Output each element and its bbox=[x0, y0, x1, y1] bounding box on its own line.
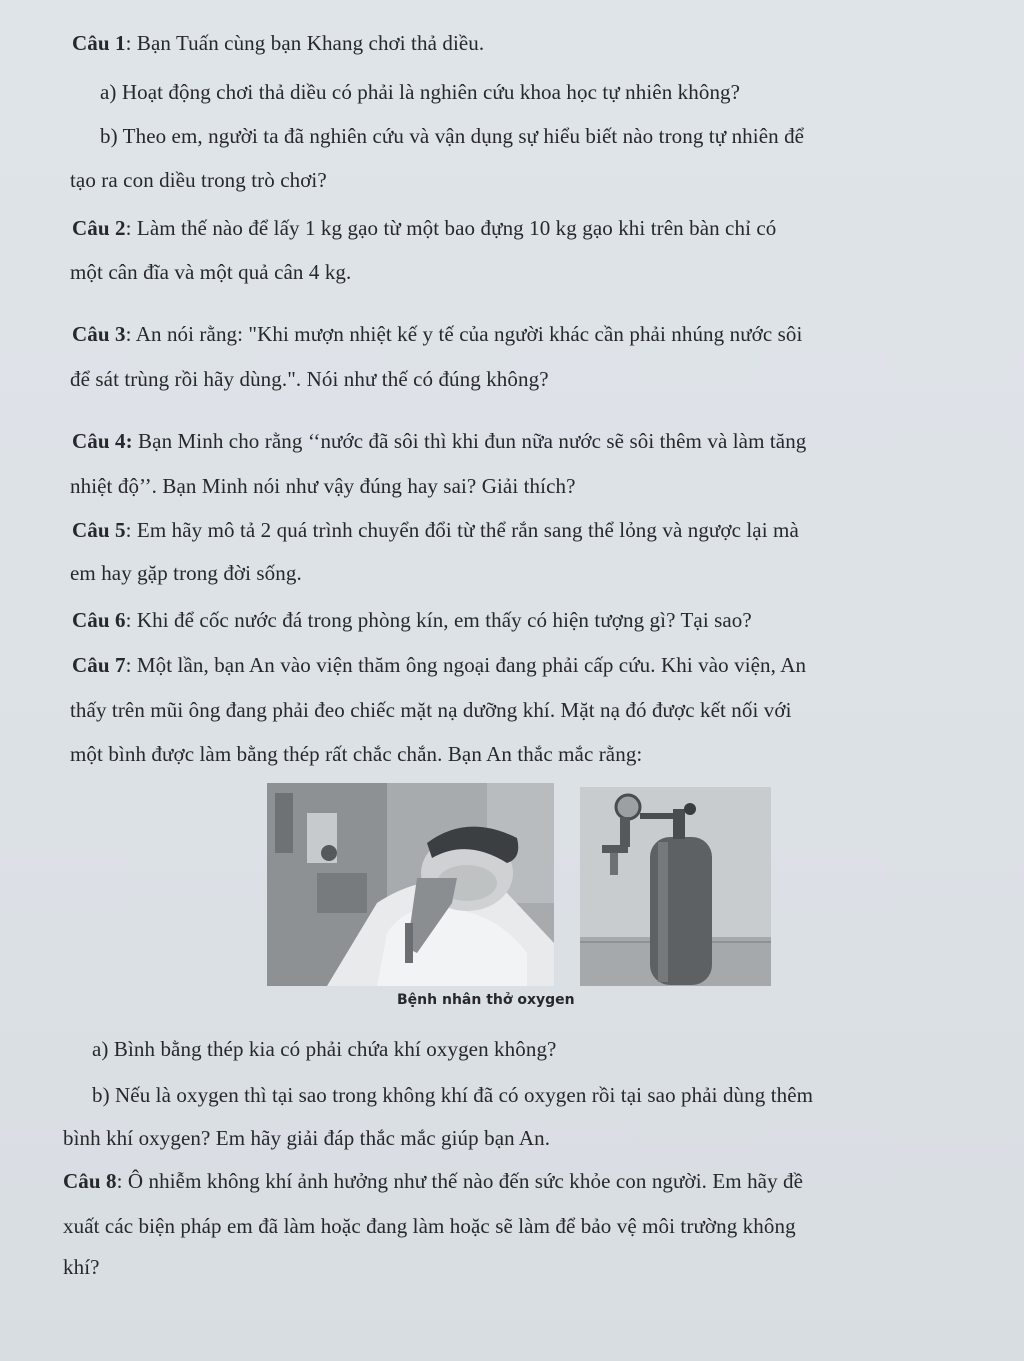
oxygen-patient-figure bbox=[267, 783, 771, 1015]
question-3 bbox=[72, 320, 802, 348]
question-5 bbox=[72, 516, 799, 544]
question-4 bbox=[72, 427, 806, 455]
question-text: : Bạn Tuấn cùng bạn Khang chơi thả diều. bbox=[125, 31, 485, 55]
question-label: Câu 7 bbox=[72, 653, 126, 677]
question-1 bbox=[72, 29, 484, 57]
question-2-cont: một cân đĩa và một quả cân 4 kg. bbox=[70, 260, 352, 284]
question-text: : Một lần, bạn An vào viện thăm ông ngoại đang phải cấp cứu. Khi vào viện, An bbox=[125, 653, 807, 677]
patient-illustration bbox=[267, 783, 554, 986]
question-text: : Khi để cốc nước đá trong phòng kín, em thấy có hiện tượng gì? Tại sao? bbox=[125, 608, 752, 632]
question-6 bbox=[72, 606, 752, 634]
question-text: : Em hãy mô tả 2 quá trình chuyển đổi từ thể rắn sang thể lỏng và ngược lại mà bbox=[125, 518, 799, 542]
question-label: Câu 6 bbox=[72, 608, 126, 632]
question-text: : Làm thế nào để lấy 1 kg gạo từ một bao đựng 10 kg gạo khi trên bàn chỉ có bbox=[125, 216, 777, 240]
question-7-part-b-cont: bình khí oxygen? Em hãy giải đáp thắc mắc giúp bạn An. bbox=[63, 1126, 551, 1150]
question-1-part-a: a) Hoạt động chơi thả diều có phải là nghiên cứu khoa học tự nhiên không? bbox=[100, 80, 741, 104]
question-2 bbox=[72, 214, 776, 242]
question-8-cont-1: xuất các biện pháp em đã làm hoặc đang làm hoặc sẽ làm để bảo vệ môi trường không bbox=[63, 1214, 796, 1238]
patient-photo bbox=[267, 783, 554, 986]
question-label: Câu 5 bbox=[72, 518, 126, 542]
question-label: Câu 1 bbox=[72, 31, 126, 55]
question-3-cont: để sát trùng rồi hãy dùng.". Nói như thế có đúng không? bbox=[70, 367, 549, 391]
question-5-cont: em hay gặp trong đời sống. bbox=[70, 561, 302, 585]
question-text: : Ô nhiễm không khí ảnh hưởng như thế nào đến sức khỏe con người. Em hãy đề bbox=[116, 1169, 804, 1193]
question-label: Câu 3 bbox=[72, 322, 126, 346]
question-7-part-b: b) Nếu là oxygen thì tại sao trong không khí đã có oxygen rồi tại sao phải dùng thêm bbox=[92, 1083, 814, 1107]
question-8 bbox=[63, 1167, 803, 1195]
question-7-part-a: a) Bình bằng thép kia có phải chứa khí oxygen không? bbox=[92, 1037, 557, 1061]
question-label: Câu 4: bbox=[72, 429, 133, 453]
question-4-cont: nhiệt độ’’. Bạn Minh nói như vậy đúng hay sai? Giải thích? bbox=[70, 474, 576, 498]
question-7-cont-1: thấy trên mũi ông đang phải đeo chiếc mặt nạ dưỡng khí. Mặt nạ đó được kết nối với bbox=[70, 698, 792, 722]
figure-caption: Bệnh nhân thở oxygen bbox=[397, 992, 575, 1008]
question-8-cont-2: khí? bbox=[63, 1255, 100, 1279]
question-1-part-b-cont: tạo ra con diều trong trò chơi? bbox=[70, 168, 327, 192]
oxygen-tank-illustration bbox=[580, 787, 771, 986]
question-text: Bạn Minh cho rằng ‘‘nước đã sôi thì khi đun nữa nước sẽ sôi thêm và làm tăng bbox=[132, 429, 807, 453]
question-label: Câu 8 bbox=[63, 1169, 117, 1193]
question-7-cont-2: một bình được làm bằng thép rất chắc chắn. Bạn An thắc mắc rằng: bbox=[70, 742, 643, 766]
question-1-part-b: b) Theo em, người ta đã nghiên cứu và vận dụng sự hiểu biết nào trong tự nhiên để bbox=[100, 124, 805, 148]
question-text: : An nói rằng: "Khi mượn nhiệt kế y tế của người khác cần phải nhúng nước sôi bbox=[125, 322, 803, 346]
question-label: Câu 2 bbox=[72, 216, 126, 240]
oxygen-tank-photo bbox=[580, 787, 771, 986]
question-7 bbox=[72, 651, 806, 679]
